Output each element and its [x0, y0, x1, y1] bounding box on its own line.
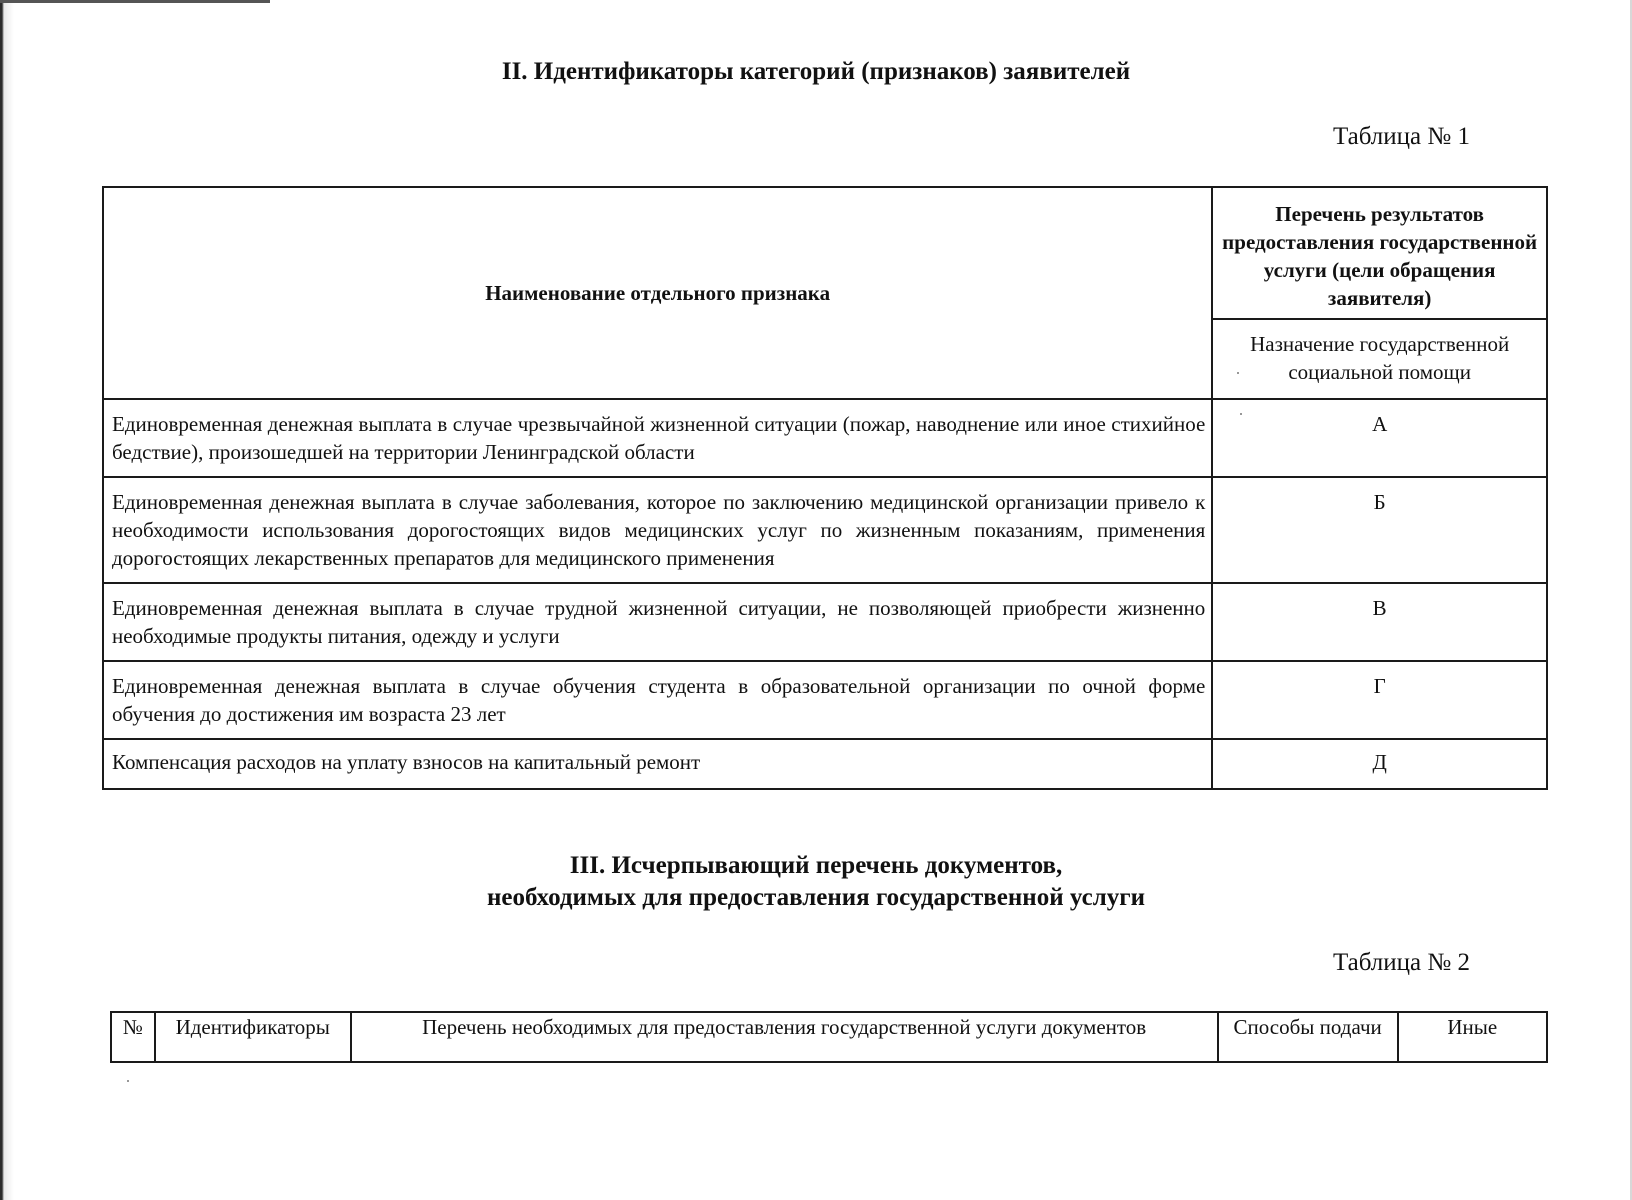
header-identifiers: Идентификаторы: [155, 1012, 351, 1062]
code-cell: Г: [1212, 661, 1547, 739]
table-1-caption: Таблица № 1: [1332, 123, 1470, 150]
section-3-title-line-2: необходимых для предоставления государственной услуги: [487, 884, 1145, 911]
table-row: [103, 399, 1547, 477]
section-2-title: II. Идентификаторы категорий (признаков) заявителей: [501, 58, 1131, 85]
code-cell: Д: [1212, 739, 1547, 789]
section-3-title-line-1: III. Исчерпывающий перечень документов,: [569, 852, 1063, 879]
scan-edge-left: [0, 0, 14, 1200]
scan-speck: [127, 1080, 129, 1082]
scan-edge-top: [0, 0, 270, 3]
header-documents-list: Перечень необходимых для предоставления государственной услуги документов: [351, 1012, 1218, 1062]
scan-speck: [1240, 413, 1242, 415]
table-row: [103, 739, 1547, 789]
documents-table: [110, 1011, 1548, 1063]
header-number: №: [111, 1012, 155, 1062]
categories-table: [102, 186, 1548, 790]
code-cell: В: [1212, 583, 1547, 661]
scan-speck: [1237, 372, 1239, 374]
header-result-assignment: Назначение государственной социальной помощи: [1212, 319, 1547, 399]
header-feature-name: Наименование отдельного признака: [103, 187, 1212, 399]
table-row: [103, 661, 1547, 739]
table-row: [103, 477, 1547, 583]
feature-cell: Компенсация расходов на уплату взносов на капитальный ремонт: [103, 739, 1212, 789]
feature-cell: Единовременная денежная выплата в случае обучения студента в образовательной организации по очной форме обучения до достижения им возраста 23 лет: [103, 661, 1212, 739]
code-cell: А: [1212, 399, 1547, 477]
header-results-list: Перечень результатов предоставления государственной услуги (цели обращения заявителя): [1212, 187, 1547, 319]
feature-cell: Единовременная денежная выплата в случае трудной жизненной ситуации, не позволяющей приобрести жизненно необходимые продукты питания, одежду и услуги: [103, 583, 1212, 661]
code-cell: Б: [1212, 477, 1547, 583]
feature-cell: Единовременная денежная выплата в случае чрезвычайной жизненной ситуации (пожар, наводнение или иное стихийное бедствие), произошедшей на территории Ленинградской области: [103, 399, 1212, 477]
table-row: [103, 583, 1547, 661]
table-2-caption: Таблица № 2: [1332, 949, 1470, 976]
header-other: Иные: [1398, 1012, 1547, 1062]
header-submission-methods: Способы подачи: [1218, 1012, 1398, 1062]
feature-cell: Единовременная денежная выплата в случае заболевания, которое по заключению медицинской организации привело к необходимости использования дорогостоящих видов медицинских услуг по жизненным показаниям, применения дорогостоящих лекарственных препаратов для медицинского применения: [103, 477, 1212, 583]
